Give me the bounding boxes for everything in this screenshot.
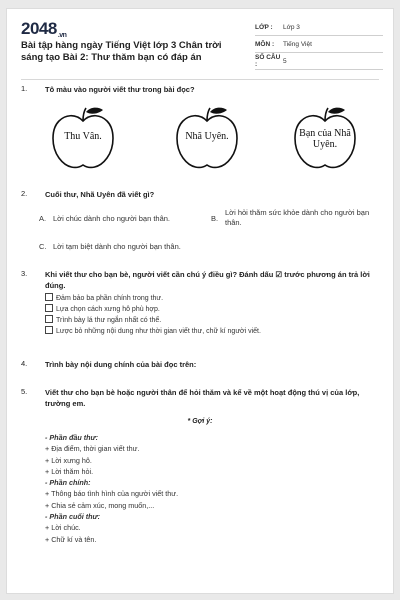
checkbox-label: Lược bỏ những nội dung như thời gian viết thư, chữ kí người viết. bbox=[56, 328, 261, 335]
hint-list bbox=[45, 432, 178, 545]
option-letter: B. bbox=[211, 214, 219, 223]
option-letter: C. bbox=[39, 242, 47, 251]
apple-label: Thu Vân. bbox=[64, 131, 102, 142]
meta-row-count bbox=[255, 53, 383, 70]
option-b[interactable] bbox=[211, 208, 383, 228]
hint-title: * Gợi ý: bbox=[187, 418, 213, 425]
apple-choice-3[interactable] bbox=[289, 105, 361, 171]
site-logo[interactable] bbox=[21, 19, 66, 39]
hint-line: + Lời thăm hỏi. bbox=[45, 466, 94, 476]
checkbox-label: Lựa chọn cách xưng hô phù hợp. bbox=[56, 306, 160, 313]
question-number: 4. bbox=[21, 359, 28, 368]
meta-label: LỚP : bbox=[255, 23, 273, 31]
checkbox-icon[interactable] bbox=[45, 315, 53, 323]
question-number: 3. bbox=[21, 269, 28, 278]
question-text: Viết thư cho bạn bè hoặc người thân để hỏi thăm và kể về một hoạt động thú vị của lớp, trường em. bbox=[45, 388, 360, 408]
checkbox-option-2[interactable] bbox=[45, 304, 381, 315]
checkbox-option-4[interactable] bbox=[45, 326, 381, 337]
question-text: Trình bày nội dung chính của bài đọc trên: bbox=[45, 360, 197, 369]
checkbox-icon[interactable] bbox=[45, 304, 53, 312]
hint-line: + Địa điểm, thời gian viết thư. bbox=[45, 444, 140, 454]
apple-choice-1[interactable] bbox=[47, 105, 119, 171]
option-text: Lời hỏi thăm sức khỏe dành cho người bạn thân. bbox=[225, 208, 370, 227]
hint-line: + Chia sẻ cảm xúc, mong muốn,... bbox=[45, 500, 155, 510]
meta-value: 5 bbox=[283, 57, 287, 65]
meta-table bbox=[255, 19, 383, 70]
checkbox-label: Trình bày lá thư ngắn nhất có thể. bbox=[56, 317, 162, 324]
checkbox-icon[interactable] bbox=[45, 326, 53, 334]
logo-text: 2048 bbox=[21, 19, 57, 38]
question-5 bbox=[21, 387, 381, 409]
apple-choice-2[interactable] bbox=[171, 105, 243, 171]
apple-label: Bạn của Nhã Uyên. bbox=[299, 128, 351, 150]
option-text: Lời chúc dành cho người bạn thân. bbox=[53, 214, 171, 223]
hint-line: + Chữ kí và tên. bbox=[45, 534, 97, 544]
hint-line: + Lời chúc. bbox=[45, 523, 81, 533]
checkbox-label: Đảm bảo ba phần chính trong thư. bbox=[56, 295, 164, 302]
checkbox-option-3[interactable] bbox=[45, 315, 381, 326]
header-divider bbox=[21, 79, 379, 80]
hint-line: + Thông báo tình hình của người viết thư. bbox=[45, 489, 179, 499]
apple-choices bbox=[47, 105, 377, 171]
worksheet-title: Bài tập hàng ngày Tiếng Việt lớp 3 Chân trời sáng tạo Bài 2: Thư thăm bạn có đáp án bbox=[21, 40, 222, 63]
option-text: Lời tạm biệt dành cho người bạn thân. bbox=[53, 242, 181, 251]
question-1 bbox=[21, 84, 381, 95]
meta-label: SỐ CÂU : bbox=[255, 54, 281, 68]
apple-label: Nhã Uyên. bbox=[185, 131, 229, 142]
question-text: Tô màu vào người viết thư trong bài đọc? bbox=[45, 85, 195, 94]
question-text: Khi viết thư cho bạn bè, người viết cần chú ý điều gì? Đánh dấu ☑ trước phương án trả lời đúng. bbox=[45, 270, 370, 290]
option-c[interactable] bbox=[39, 242, 239, 252]
question-3 bbox=[21, 269, 381, 337]
worksheet-page bbox=[6, 8, 394, 594]
checkbox-option-1[interactable] bbox=[45, 293, 381, 304]
meta-value: Lớp 3 bbox=[283, 23, 300, 31]
meta-value: Tiếng Việt bbox=[283, 40, 312, 48]
option-a[interactable] bbox=[39, 214, 199, 224]
checkbox-icon[interactable] bbox=[45, 293, 53, 301]
question-number: 5. bbox=[21, 387, 28, 396]
question-text: Cuối thư, Nhã Uyên đã viết gì? bbox=[45, 190, 155, 199]
hint-section-heading: - Phần chính: bbox=[45, 478, 91, 488]
question-number: 1. bbox=[21, 84, 28, 93]
question-number: 2. bbox=[21, 189, 28, 198]
hint-section-heading: - Phần đầu thư: bbox=[45, 433, 99, 442]
meta-row-class bbox=[255, 19, 383, 36]
question-4 bbox=[21, 359, 381, 370]
meta-label: MÔN : bbox=[255, 40, 275, 48]
logo-suffix: .vn bbox=[57, 32, 67, 39]
question-2 bbox=[21, 189, 381, 200]
option-letter: A. bbox=[39, 214, 47, 223]
meta-row-subject bbox=[255, 36, 383, 53]
hint-line: + Lời xưng hô. bbox=[45, 455, 92, 465]
hint-section-heading: - Phần cuối thư: bbox=[45, 512, 101, 522]
